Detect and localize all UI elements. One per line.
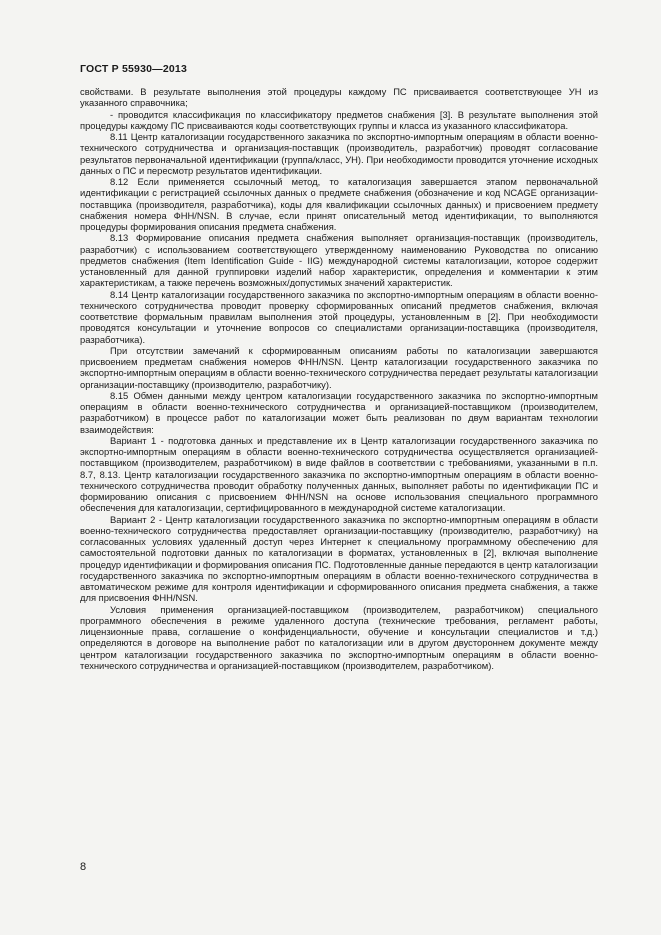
paragraph: 8.12 Если применяется ссылочный метод, то каталогизация завершается этапом первоначальной идентификации с регистрацией ссылочных данных о предмете снабжения (обозначение и код NCAGE организации-поставщика (производителя, разработчика), коды для квалификации ссылочных данных) и присвоением предмету снабжения номера ФНН/NSN. В случае, если принят описательный метод идентификации, то выполняются процедуры формирования описания предмета снабжения. [80, 176, 598, 232]
paragraph: 8.13 Формирование описания предмета снабжения выполняет организация-поставщик (производитель, разработчик) с использованием соответствующего утвержденному наименованию Руководства по описанию предметов снабжения (Item Identification Guide - IIG) международной системы каталогизации, которое содержит установленный для данной группировки изделий набор характеристик, определения и комментарии к этим характеристикам, а также перечень возможных/допустимых значений характеристик. [80, 232, 598, 289]
body-text [80, 86, 598, 671]
paragraph: свойствами. В результате выполнения этой процедуры каждому ПС присваивается соответствующее УН из указанного справочника; [80, 86, 598, 109]
paragraph: Вариант 1 - подготовка данных и представление их в Центр каталогизации государственного заказчика по экспортно-импортным операциям в области военно-технического сотрудничества осуществляется организацией-поставщиком (производителем, разработчиком) в виде файлов в соответствии с требованиями, указанными в п.п. 8.7, 8.13. Центр каталогизации государственного заказчика по экспортно-импортным операциям в области военно-технического сотрудничества проводит обработку полученных данных, выполняет работы по идентификации ПС и формированию описания с присвоением ФНН/NSN на основе использования специального программного обеспечения для каталогизации, сертифицированного в международной системе каталогизации. [80, 434, 598, 514]
paragraph: Вариант 2 - Центр каталогизации государственного заказчика по экспортно-импортным операциям в области военно-технического сотрудничества предоставляет организации-поставщику (производителю, разработчику) на согласованных условиях удаленный доступ через Интернет к специальному программному обеспечению для самостоятельной подготовки данных по каталогизации в форматах, установленных в [2], включая выполнение процедур идентификации и формирования описания ПС. Подготовленные данные передаются в центр каталогизации государственного заказчика по экспортно-импортным операциям в области военно-технического сотрудничества в автоматическом режиме для контроля идентификации и сформированного описания предмета снабжения, а также для присвоения ФНН/NSN. [80, 513, 598, 604]
paragraph: 8.14 Центр каталогизации государственного заказчика по экспортно-импортным операциям в области военно-технического сотрудничества проводит проверку сформированных описаний предметов снабжения, включая соответствие формальным правилам выполнения этой процедуры, установленным в [2]. При необходимости проводятся консультации и уточнение вопросов со специалистами организации-поставщика (производителя, разработчика). [80, 288, 598, 345]
paragraph: 8.15 Обмен данными между центром каталогизации государственного заказчика по экспортно-импортным операциям в области военно-технического сотрудничества и организацией-поставщиком (производителем, разработчиком) в процессе работ по каталогизации может быть реализован по двум вариантам технологии взаимодействия: [80, 389, 598, 435]
document-header: ГОСТ Р 55930—2013 [80, 63, 188, 75]
paragraph: 8.11 Центр каталогизации государственного заказчика по экспортно-импортным операциям в области военно-технического сотрудничества и организация-поставщик (производитель, разработчик) проводят согласование результатов первоначальной идентификации (группа/класс, УН). При необходимости проводится уточнение исходных данных о ПС и пересмотр результатов идентификации. [80, 131, 598, 176]
paragraph: Условия применения организацией-поставщиком (производителем, разработчиком) специального программного обеспечения в режиме удаленного доступа (технические требования, регламент работы, лицензионные права, соглашение о конфиденциальности, обучение и консультации специалистов и т.д.) определяются в договоре на выполнение работ по каталогизации или в другом двустороннем документе между центром каталогизации государственного заказчика по экспортно-импортным операциям в области военно-технического сотрудничества и организацией-поставщиком (производителем, разработчиком). [80, 603, 598, 671]
paragraph: - проводится классификация по классификатору предметов снабжения [3]. В результате выполнения этой процедуры каждому ПС присваиваются коды соответствующих группы и класса из указанного классификатора. [80, 108, 598, 131]
page-number: 8 [80, 861, 87, 873]
paragraph: При отсутствии замечаний к сформированным описаниям работы по каталогизации завершаются присвоением предметам снабжения номеров ФНН/NSN. Центр каталогизации государственного заказчика по экспортно-импортным операциям в области военно-технического сотрудничества передает результаты каталогизации организации-поставщику (производителю, разработчику). [80, 344, 598, 390]
